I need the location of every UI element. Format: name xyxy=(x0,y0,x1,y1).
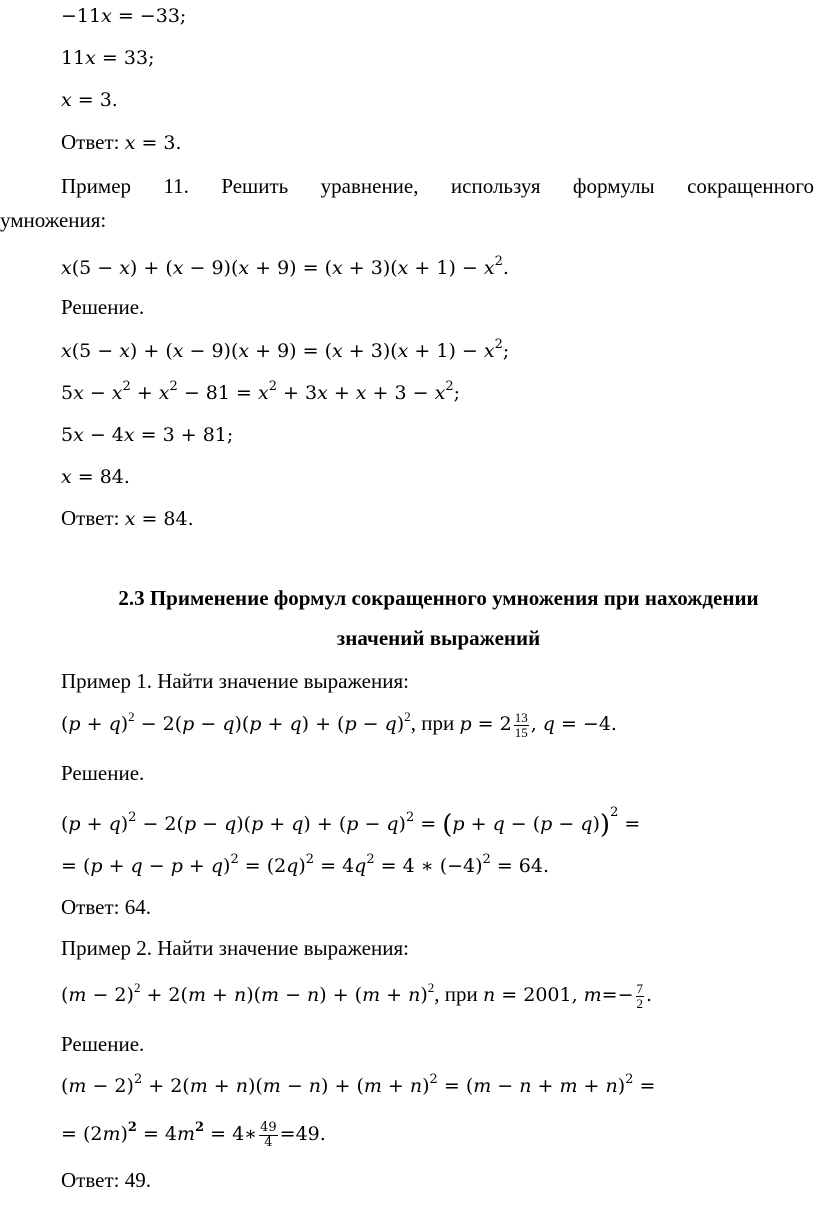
solution-11-step-3: 5𝑥 − 4𝑥 = 3 + 81; xyxy=(61,424,234,446)
eq-line-2: 11𝑥 = 33; xyxy=(61,47,155,69)
fraction-denominator: 2 xyxy=(636,995,644,1011)
answer-math: 𝑥 = 84. xyxy=(124,508,194,530)
step-end: = xyxy=(618,813,641,835)
step-end: ; xyxy=(502,340,510,362)
fraction xyxy=(514,711,529,740)
answer-label: Ответ: xyxy=(61,506,125,530)
fraction xyxy=(259,1121,278,1150)
section-heading-line-1: 2.3 Применение формул сокращенного умножения при нахождении xyxy=(118,586,759,610)
expr: , 𝑞 = −4. xyxy=(530,713,617,735)
step-part: = 4𝑚 xyxy=(136,1123,196,1145)
fraction xyxy=(636,982,645,1011)
step-part: − 2(𝑝 − 𝑞)(𝑝 + 𝑞) + (𝑝 − 𝑞) xyxy=(136,813,406,835)
solution-1-step-2 xyxy=(61,852,549,880)
expr: 𝑛 = 2001, 𝑚=− xyxy=(483,984,634,1006)
exp: 𝟐 xyxy=(195,1120,205,1135)
exp: 2 xyxy=(133,1072,143,1087)
step-part: = xyxy=(414,813,443,835)
exp: 2 xyxy=(268,379,277,394)
exp: 𝟐 xyxy=(127,1120,137,1135)
answer-2: Ответ: 49. xyxy=(61,1168,151,1192)
exp: 2 xyxy=(133,980,141,995)
expr: 𝑝 = 2 xyxy=(459,713,512,735)
example-11-title: Пример 11. Решить уравнение, используя формулы сокращенного xyxy=(61,174,814,198)
eq-line-3: 𝑥 = 3. xyxy=(61,89,118,111)
exp: 2 xyxy=(128,810,137,825)
expr: . xyxy=(646,984,653,1006)
step-part: = (2𝑞) xyxy=(238,855,306,877)
expr-text: , при xyxy=(410,711,460,735)
step-end: ; xyxy=(453,382,460,404)
solution-label-11: Решение. xyxy=(61,295,145,319)
solution-2-step-1 xyxy=(61,1072,655,1100)
eq-end: . xyxy=(502,257,509,279)
step-part: = 4 ∗ (−4) xyxy=(374,855,483,877)
step-part: = 4𝑞 xyxy=(314,855,367,877)
eq-line-1: −11𝑥 = −33; xyxy=(61,5,187,27)
exp: 2 xyxy=(427,980,435,995)
expr: (𝑚 − 2) xyxy=(61,984,134,1006)
exp: 2 xyxy=(625,1072,634,1087)
example-1-expression xyxy=(61,709,617,740)
fraction-denominator: 4 xyxy=(264,1134,273,1150)
eq-main: 𝑥(5 − 𝑥) + (𝑥 − 9)(𝑥 + 9) = (𝑥 + 3)(𝑥 + 1) − 𝑥 xyxy=(61,257,495,279)
fraction-denominator: 15 xyxy=(514,724,528,740)
step-part: = (𝑝 + 𝑞 − 𝑝 + 𝑞) xyxy=(61,855,231,877)
exp: 2 xyxy=(494,254,503,269)
expr: + 2(𝑚 + 𝑛)(𝑚 − 𝑛) + (𝑚 + 𝑛) xyxy=(140,984,428,1006)
exp: 2 xyxy=(405,810,415,825)
step-part: = (2𝑚) xyxy=(61,1123,128,1145)
example-11-equation xyxy=(61,254,509,282)
step-part: 5𝑥 − 𝑥 xyxy=(61,382,123,404)
example-2-title: Пример 2. Найти значение выражения: xyxy=(61,936,409,960)
answer-label: Ответ: xyxy=(61,130,125,154)
step-main: 𝑥(5 − 𝑥) + (𝑥 − 9)(𝑥 + 9) = (𝑥 + 3)(𝑥 + 1) − 𝑥 xyxy=(61,340,495,362)
expr: − 2(𝑝 − 𝑞)(𝑝 + 𝑞) + (𝑝 − 𝑞) xyxy=(134,713,405,735)
exp: 2 xyxy=(482,852,491,867)
step-part: + 2(𝑚 + 𝑛)(𝑚 − 𝑛) + (𝑚 + 𝑛) xyxy=(142,1075,430,1097)
solution-11-step-2 xyxy=(61,379,460,407)
solution-label-2: Решение. xyxy=(61,1032,145,1056)
answer-1: Ответ: 64. xyxy=(61,895,151,919)
solution-11-step-4: 𝑥 = 84. xyxy=(61,466,130,488)
step-end: = xyxy=(633,1075,656,1097)
big-paren-close: ) xyxy=(599,810,611,840)
section-heading-line-2: значений выражений xyxy=(336,626,541,650)
step-part: (𝑚 − 2) xyxy=(61,1075,134,1097)
answer-11 xyxy=(61,504,194,533)
step-end: =49. xyxy=(279,1123,326,1145)
step-part: = (𝑚 − 𝑛 + 𝑚 + 𝑛) xyxy=(437,1075,626,1097)
step-part: + 𝑥 xyxy=(130,382,170,404)
fraction-numerator: 49 xyxy=(260,1119,277,1135)
exp: 2 xyxy=(610,805,619,820)
fraction-numerator: 7 xyxy=(636,980,644,996)
fraction-numerator: 13 xyxy=(514,709,528,725)
answer-math: 𝑥 = 3. xyxy=(124,132,182,154)
step-part: + 3𝑥 + 𝑥 + 3 − 𝑥 xyxy=(276,382,446,404)
solution-2-step-2 xyxy=(61,1120,326,1150)
example-2-expression xyxy=(61,980,652,1011)
solution-11-step-1 xyxy=(61,337,509,365)
exp: 2 xyxy=(230,852,239,867)
exp: 2 xyxy=(122,379,131,394)
exp: 2 xyxy=(169,379,178,394)
step-end: = 64. xyxy=(490,855,550,877)
exp: 2 xyxy=(366,852,375,867)
solution-label-1: Решение. xyxy=(61,761,145,785)
solution-1-step-1 xyxy=(61,805,641,840)
step-part: = 4∗ xyxy=(204,1123,258,1145)
expr: (𝑝 + 𝑞) xyxy=(61,713,129,735)
step-part: 𝑝 + 𝑞 − (𝑝 − 𝑞) xyxy=(452,813,600,835)
big-paren-open: ( xyxy=(442,810,453,840)
step-part: (𝑝 + 𝑞) xyxy=(61,813,129,835)
exp: 2 xyxy=(445,379,454,394)
exp: 2 xyxy=(494,337,503,352)
exp: 2 xyxy=(429,1072,438,1087)
exp: 2 xyxy=(128,709,135,724)
exp: 2 xyxy=(305,852,315,867)
example-1-title: Пример 1. Найти значение выражения: xyxy=(61,669,409,693)
step-part: − 81 = 𝑥 xyxy=(177,382,269,404)
example-11-title-cont: умножения: xyxy=(0,208,107,232)
exp: 2 xyxy=(404,709,411,724)
expr-text: , при xyxy=(434,982,483,1006)
answer-line-prev xyxy=(61,128,182,157)
